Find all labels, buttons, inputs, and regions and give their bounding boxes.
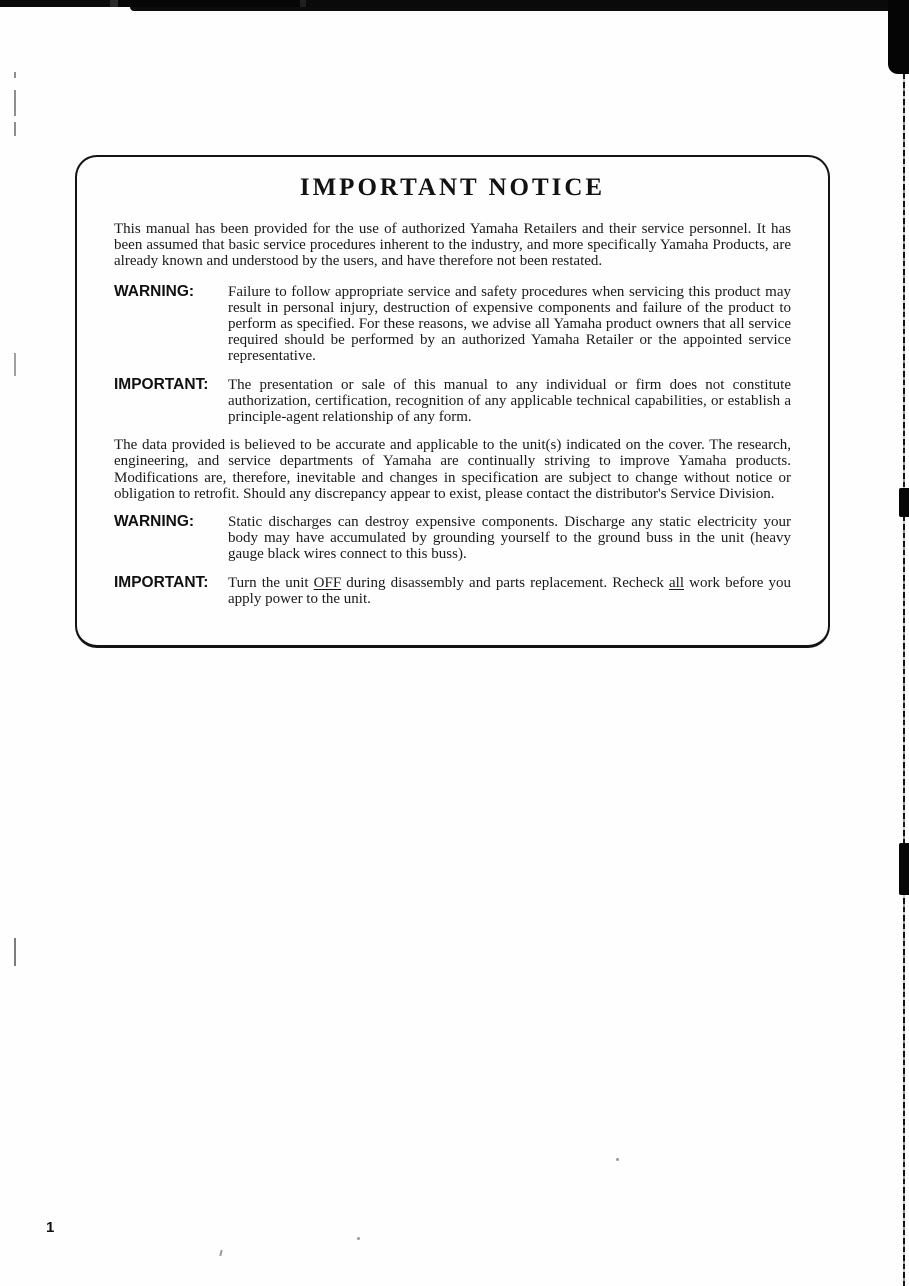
warning-block-1 [114, 284, 791, 365]
intro-paragraph: This manual has been provided for the use of authorized Yamaha Retailers and their service personnel. It has been assumed that basic service procedures inherent to the industry, and more specifically Yamaha Products, are already known and understood by the users, and have therefore not been restated. [114, 221, 791, 270]
scan-artifact-margin-dash [14, 72, 16, 78]
scan-artifact-top-bar [0, 0, 909, 7]
notice-title: IMPORTANT NOTICE [299, 174, 606, 201]
underlined-word-off: OFF [313, 574, 342, 591]
scan-artifact-margin-dash [14, 90, 16, 116]
warning-label: WARNING: [114, 282, 195, 300]
scan-artifact-speck [357, 1237, 360, 1240]
important-block-1 [114, 377, 791, 426]
page-number: 1 [46, 1219, 55, 1236]
important-text-part: work before you apply power to the unit. [228, 574, 792, 607]
scan-artifact-right-edge-line [903, 74, 905, 1286]
scan-artifact-right-blob [899, 843, 909, 895]
important-text-part: during disassembly and parts replacement. Recheck [341, 574, 670, 591]
important-text-part: Turn the unit [228, 574, 314, 591]
important-text: The presentation or sale of this manual to any individual or firm does not constitute authorization, certification, recognition of any applicable technical capabilities, or establish a principle-agent relationship of any form. [228, 376, 791, 426]
important-text [228, 575, 791, 607]
scan-artifact-right-blob [899, 488, 909, 517]
scan-artifact-speck [219, 1250, 222, 1256]
important-notice-box [75, 155, 830, 648]
important-label: IMPORTANT: [114, 573, 209, 591]
body-paragraph: The data provided is believed to be accurate and applicable to the unit(s) indicated on the cover. The research, engineering, and service departments of Yamaha are continually striving to improve Yamaha products. Modifications are, therefore, inevitable and changes in specification are subject to change without notice or obligation to retrofit. Should any discrepancy appear to exist, please contact the distributor's Service Division. [114, 437, 791, 502]
scan-artifact-top-right-corner [888, 0, 909, 74]
scan-artifact-speck [616, 1158, 619, 1161]
important-block-2 [114, 575, 791, 607]
scan-artifact-margin-dash [14, 353, 16, 376]
warning-block-2 [114, 514, 791, 563]
scan-artifact-margin-dash [14, 122, 16, 136]
scan-artifact-top-bar-thin [130, 7, 909, 11]
important-label: IMPORTANT: [114, 375, 209, 393]
underlined-word-all: all [669, 574, 685, 591]
warning-text: Failure to follow appropriate service and safety procedures when servicing this product may result in personal injury, destruction of expensive components and failure of the product to perform as specified. For these reasons, we advise all Yamaha product owners that all service required should be performed by an authorized Yamaha Retailer or the appointed service representative. [228, 283, 791, 365]
scan-artifact-margin-dash [14, 938, 16, 966]
warning-label: WARNING: [114, 513, 195, 531]
warning-text: Static discharges can destroy expensive components. Discharge any static electricity your body may have accumulated by grounding yourself to the ground buss in the unit (heavy gauge black wires connect to this buss). [228, 514, 791, 563]
